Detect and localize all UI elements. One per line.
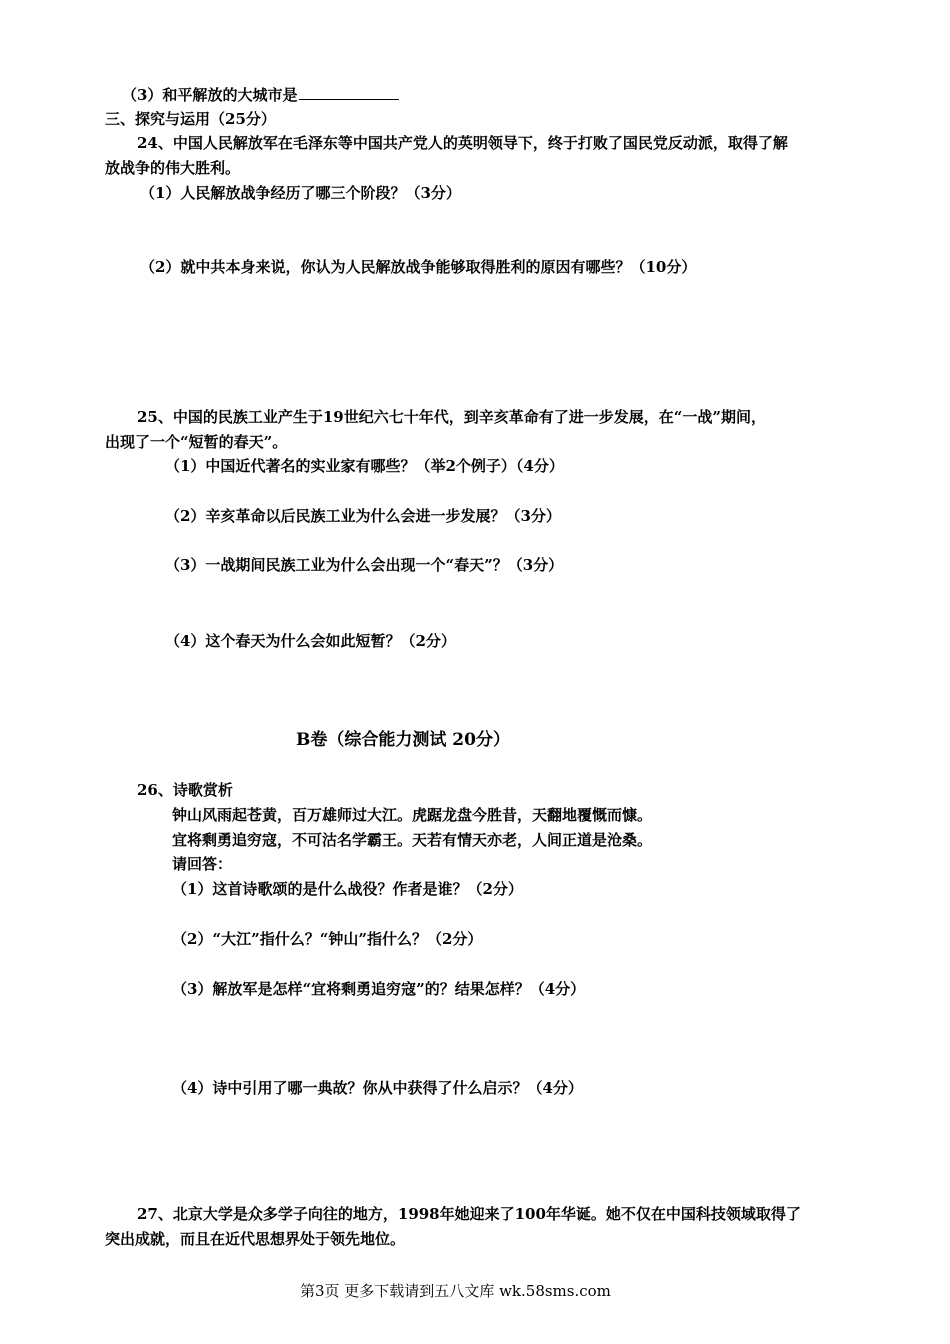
q23-sub3: [122, 84, 399, 106]
q24-sub1: （1）人民解放战争经历了哪三个阶段？（3分）: [140, 184, 461, 202]
answer-blank[interactable]: [299, 85, 399, 100]
q25-sub4: （4）这个春天为什么会如此短暂？（2分）: [165, 632, 456, 650]
q26-sub1: （1）这首诗歌颂的是什么战役？作者是谁？（2分）: [172, 880, 523, 898]
page-footer: 第3页 更多下载请到五八文库 wk.58sms.com: [300, 1282, 611, 1300]
q26-sub3: （3）解放军是怎样“宜将剩勇追穷寇”的？结果怎样？（4分）: [172, 980, 586, 998]
q25-sub3: （3）一战期间民族工业为什么会出现一个“春天”？（3分）: [165, 556, 564, 574]
q26-sub4: （4）诗中引用了哪一典故？你从中获得了什么启示？（4分）: [172, 1079, 583, 1097]
q25-sub2: （2）辛亥革命以后民族工业为什么会进一步发展？（3分）: [165, 507, 561, 525]
q26-sub2: （2）“大江”指什么？“钟山”指什么？（2分）: [172, 930, 483, 948]
q26-heading: 26、诗歌赏析: [137, 781, 233, 799]
q24-intro-line1: 24、中国人民解放军在毛泽东等中国共产党人的英明领导下，终于打败了国民党反动派，取得了解: [137, 134, 788, 152]
q25-sub1: （1）中国近代著名的实业家有哪些？（举2个例子）（4分）: [165, 457, 564, 475]
q24-intro-line2: 放战争的伟大胜利。: [105, 159, 241, 177]
q26-prompt: 请回答：: [172, 855, 233, 873]
q27-intro-line1: 27、北京大学是众多学子向往的地方，1998年她迎来了100年华诞。她不仅在中国科技领域取得了: [137, 1205, 801, 1223]
q25-intro-line2: 出现了一个“短暂的春天”。: [105, 433, 288, 451]
section-3-heading: 三、探究与运用（25分）: [105, 110, 276, 128]
section-b-title: B卷（综合能力测试 20分）: [296, 730, 510, 750]
q24-sub2: （2）就中共本身来说，你认为人民解放战争能够取得胜利的原因有哪些？（10分）: [140, 258, 697, 276]
q26-poem-line1: 钟山风雨起苍黄，百万雄师过大江。虎踞龙盘今胜昔，天翻地覆慨而慷。: [172, 806, 653, 824]
q26-poem-line2: 宜将剩勇追穷寇，不可沽名学霸王。天若有情天亦老，人间正道是沧桑。: [172, 831, 653, 849]
q25-intro-line1: 25、中国的民族工业产生于19世纪六七十年代，到辛亥革命有了进一步发展，在“一战”期间，: [137, 408, 767, 426]
q27-intro-line2: 突出成就，而且在近代思想界处于领先地位。: [105, 1230, 406, 1248]
q23-sub3-text: （3）和平解放的大城市是: [122, 86, 298, 104]
